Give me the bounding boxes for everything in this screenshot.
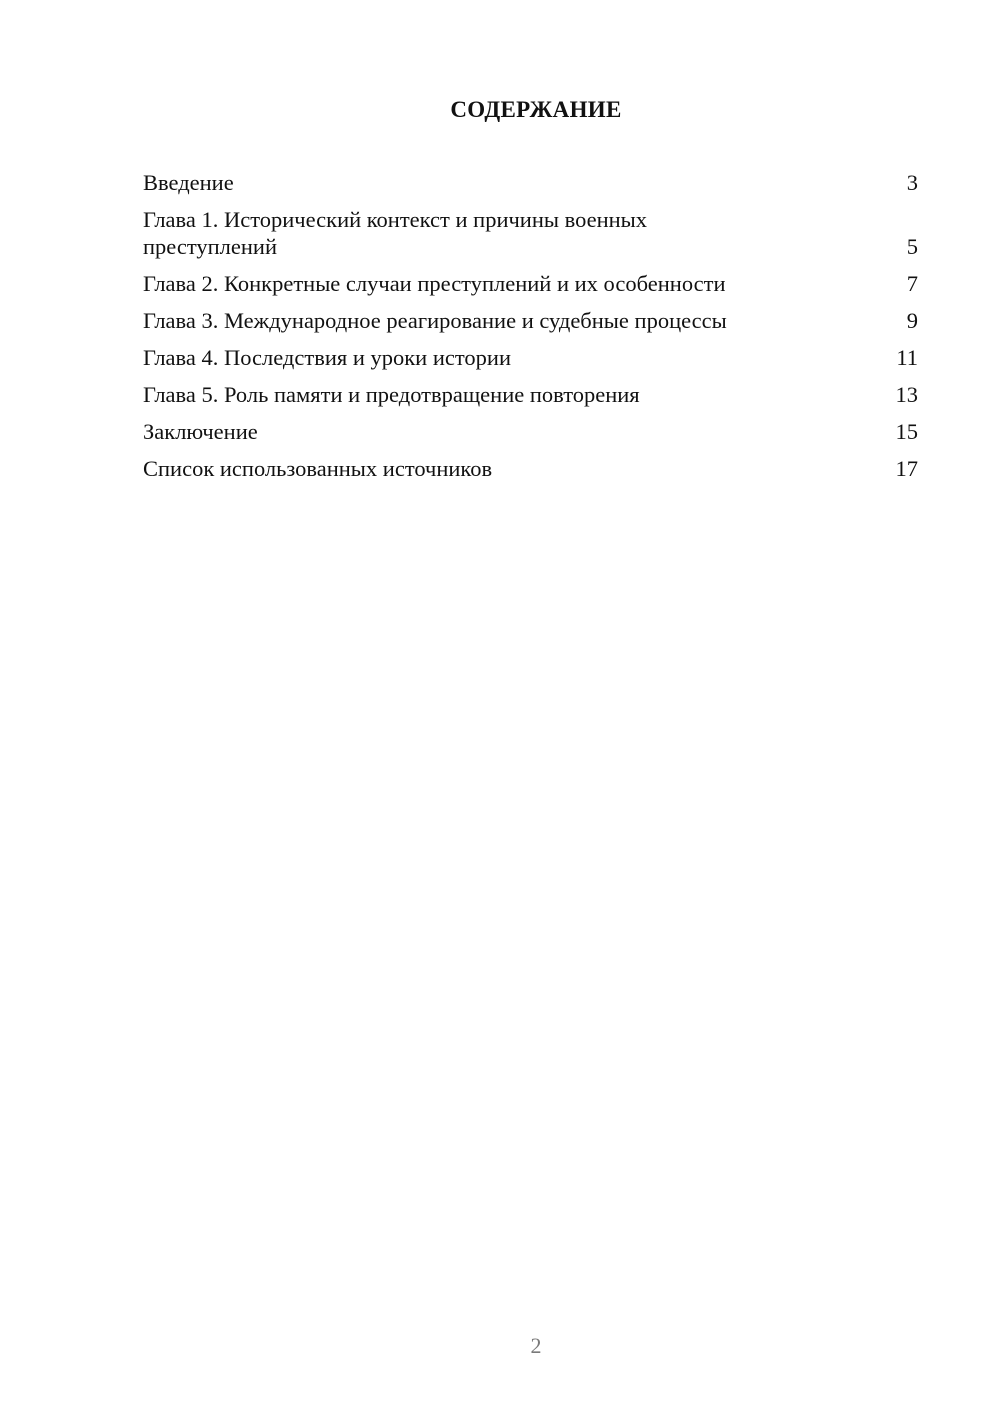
table-of-contents (143, 169, 918, 492)
toc-entry-page: 5 (906, 234, 918, 259)
toc-entry-page: 3 (906, 170, 918, 195)
toc-entry-page: 7 (906, 271, 918, 296)
toc-entry-label: Список использованных источников (143, 456, 493, 481)
toc-entry-chapter-5[interactable] (143, 381, 918, 408)
toc-entry-conclusion[interactable] (143, 418, 918, 445)
toc-entry-label: Введение (143, 170, 234, 195)
page-number: 2 (530, 1333, 542, 1358)
toc-entry-chapter-3[interactable] (143, 307, 918, 334)
toc-heading-text: СОДЕРЖАНИЕ (450, 97, 622, 122)
toc-entry-label: Глава 1. Исторический контекст и причины военных преступлений (143, 207, 648, 259)
toc-entry-references[interactable] (143, 455, 918, 482)
toc-entry-page: 15 (895, 419, 918, 444)
toc-entry-chapter-4[interactable] (143, 344, 918, 371)
toc-entry-chapter-2[interactable] (143, 270, 918, 297)
toc-entry-label: Глава 4. Последствия и уроки истории (143, 345, 511, 370)
toc-entry-chapter-1[interactable] (143, 206, 918, 260)
toc-entry-label: Заключение (143, 419, 258, 444)
toc-heading (0, 97, 1000, 123)
toc-entry-page: 9 (906, 308, 918, 333)
toc-entry-introduction[interactable] (143, 169, 918, 196)
toc-entry-page: 11 (896, 345, 918, 370)
toc-entry-label: Глава 5. Роль памяти и предотвращение повторения (143, 382, 640, 407)
toc-entry-label: Глава 2. Конкретные случаи преступлений и их особенности (143, 271, 726, 296)
toc-entry-page: 13 (895, 382, 918, 407)
toc-entry-page: 17 (895, 456, 918, 481)
toc-entry-label: Глава 3. Международное реагирование и судебные процессы (143, 308, 727, 333)
